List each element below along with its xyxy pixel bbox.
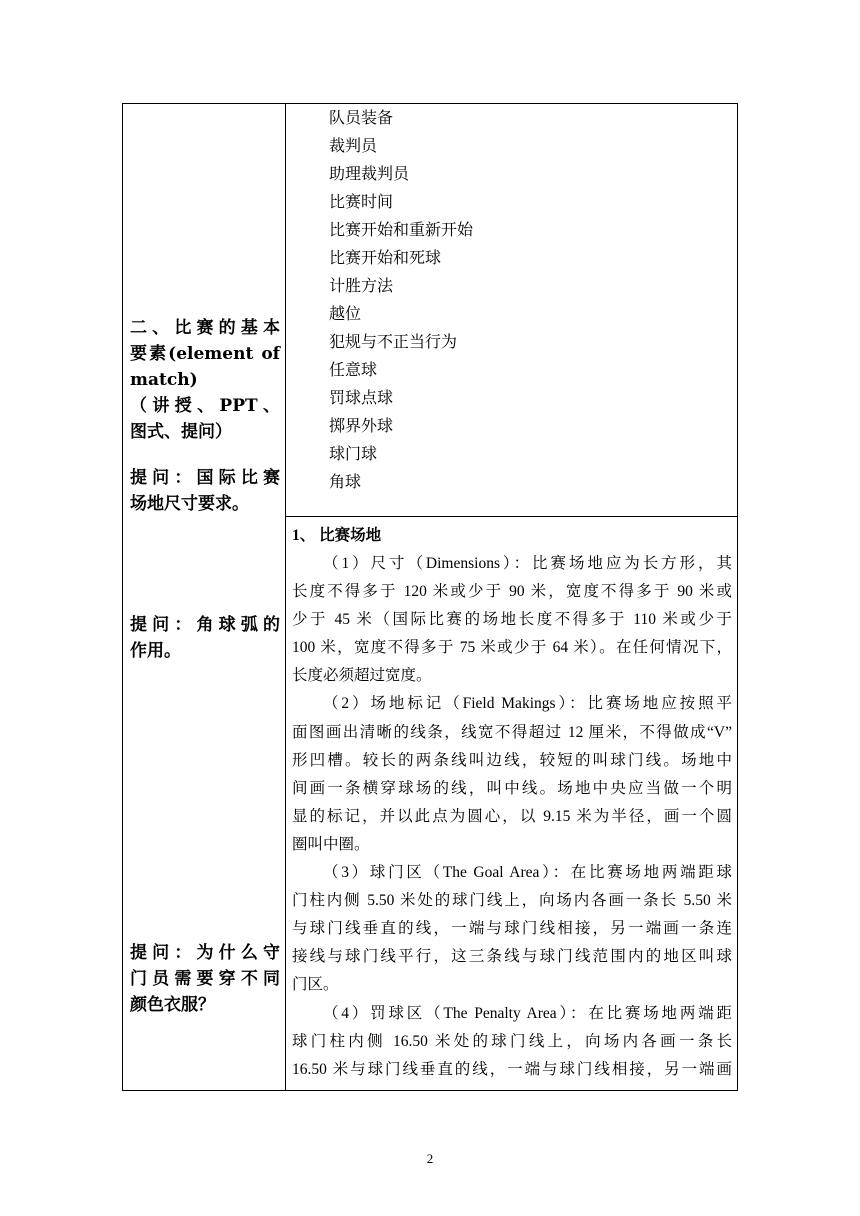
list-item: 掷界外球 [329,416,394,435]
text-line: 面图画出清晰的线条，线宽不得超过 12 厘米，不得做成“V” [292,723,732,741]
question-3: 提问：为什么守 门员需要穿不同 颜色衣服？ [130,943,280,1015]
list-item: 任意球 [329,360,378,379]
text-line: 与球门线垂直的线，一端与球门线相接，另一端画一条连 [292,920,732,938]
rule-list [329,104,729,496]
text-line: 少于 45 米（国际比赛的场地长度不得多于 110 米或少于 [292,611,732,629]
text-line: 16.50 米与球门线垂直的线，一端与球门线相接，另一端画 [292,1060,732,1078]
page-number: 2 [426,1151,434,1166]
list-item: 计胜方法 [329,276,394,295]
text-line: （2）场地标记（Field Makings）：比赛场地应按照平 [323,695,732,713]
list-item: 角球 [329,472,362,491]
list-item: 比赛开始和重新开始 [329,220,474,239]
text-line: 100 米，宽度不得多于 75 米或少于 64 米）。在任何情况下， [292,639,732,657]
text-line: 形凹槽。较长的两条线叫边线，较短的叫球门线。场地中 [292,751,732,769]
text-line: 门区。 [292,976,339,994]
content-heading: 1、 比赛场地 [292,527,382,544]
list-item: 罚球点球 [329,388,394,407]
text-line: 门柱内侧 5.50 米处的球门线上，向场内各画一条长 5.50 米 [292,892,732,910]
text-line: 长度必须超过宽度。 [292,667,432,685]
question-1: 提问：国际比赛 场地尺寸要求。 [130,468,280,514]
text-line: 接线与球门线平行，这三条线与球门线范围内的地区叫球 [292,948,732,966]
list-item: 裁判员 [329,136,378,155]
text-line: 球门柱内侧 16.50 米处的球门线上，向场内各画一条长 [292,1032,732,1050]
section-title: 二、比赛的基本 要素(element of match) （讲授、PPT、 图式、提问） [130,318,280,442]
text-line: 圈叫中圈。 [292,835,370,853]
text-line: （1）尺寸（Dimensions）：比赛场地应为长方形，其 [323,555,732,572]
list-item: 犯规与不正当行为 [329,332,458,351]
question-2: 提问：角球弧的 作用。 [130,615,280,661]
field-rules-content [292,524,732,1084]
list-item: 球门球 [329,444,378,463]
text-line: （4）罚球区（The Penalty Area）：在比赛场地两端距 [323,1004,732,1022]
text-line: 长度不得多于 120 米或少于 90 米，宽度不得多于 90 米或 [292,583,732,601]
text-line: 显的标记，并以此点为圆心，以 9.15 米为半径，画一个圆 [292,807,732,825]
list-item: 比赛时间 [329,192,394,211]
column-divider [285,103,286,1091]
text-line: 间画一条横穿球场的线，叫中线。场地中央应当做一个明 [292,779,732,797]
list-item: 队员装备 [329,108,394,127]
list-item: 助理裁判员 [329,164,410,183]
list-item: 比赛开始和死球 [329,248,442,267]
row-divider [285,516,738,517]
list-item: 越位 [329,304,362,323]
text-line: （3）球门区（The Goal Area）：在比赛场地两端距球 [323,864,732,882]
